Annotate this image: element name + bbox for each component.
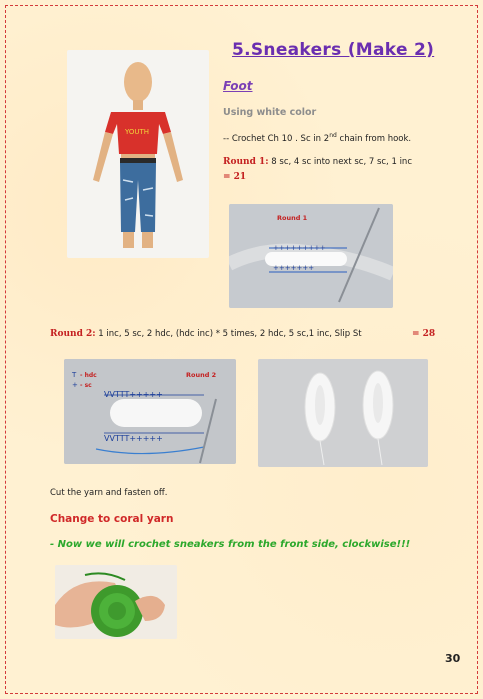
svg-text:+: + [72,381,78,389]
step-1-end: chain from hook. [336,133,412,144]
step-1-sup: nd [329,132,337,139]
round-2-line [50,329,362,339]
color-note: Using white color [223,107,317,118]
round-1-text: 8 sc, 4 sc into next sc, 7 sc, 1 inc [268,157,412,167]
round-1-total: = 21 [223,172,247,182]
page-number: 30 [445,652,461,665]
step-1 [223,132,411,144]
round-1-line [223,157,412,167]
legend-sc: - sc [80,382,92,389]
section-subtitle: Foot [223,79,253,93]
legend-hdc: - hdc [80,372,97,379]
round-2-photo [64,359,236,464]
shirt-text: YOUTH [125,128,150,136]
round-1-image-label: Round 1 [277,214,308,222]
round-1-label: Round 1: [223,157,269,167]
round-1-photo [229,204,393,308]
svg-text:VVTTT+++++: VVTTT+++++ [104,390,163,399]
page-title: 5.Sneakers (Make 2) [232,40,435,60]
soles-photo [258,359,428,467]
svg-text:+++++++: +++++++ [273,264,315,272]
round-2-image-label: Round 2 [186,371,217,379]
round-2-text: 1 inc, 5 sc, 2 hdc, (hdc inc) * 5 times, 2 hdc, 5 sc,1 inc, Slip St [95,329,362,339]
svg-text:VVTTT+++++: VVTTT+++++ [104,434,163,443]
crochet-green-photo [55,565,177,639]
fasten-off-text: Cut the yarn and fasten off. [50,488,168,498]
step-1-text: -- Crochet Ch 10 . Sc in 2 [223,133,330,144]
round-2-label: Round 2: [50,329,96,339]
change-color-text: Change to coral yarn [50,513,174,525]
doll-photo [67,50,209,258]
svg-text:+++++++++: +++++++++ [273,244,326,252]
round-2-total: = 28 [412,329,436,339]
note-text: - Now we will crochet sneakers from the front side, clockwise!!! [50,539,411,550]
svg-text:T: T [72,371,77,379]
